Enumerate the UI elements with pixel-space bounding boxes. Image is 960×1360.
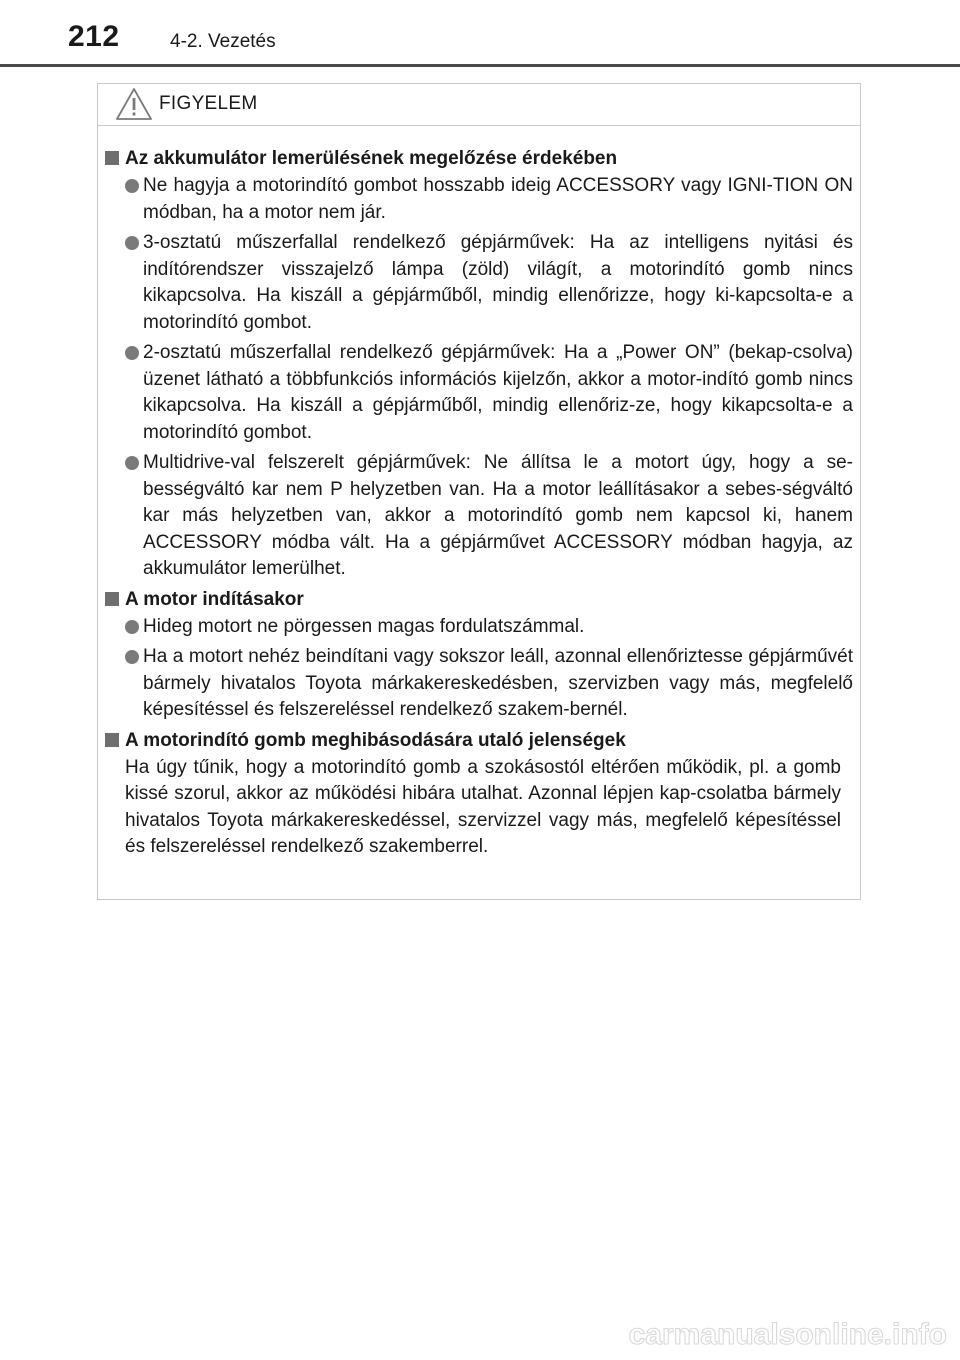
list-item (105, 173, 853, 226)
list-item-text: Multidrive-val felszerelt gépjárművek: Ne állítsa le a motort úgy, hogy a se-bességváltó kar nem P helyzetben van. Ha a motor leállításakor a sebes-ségváltó kar más helyzetben van, akkor a motorindító gomb nem kapcsol ki, hanem ACCESSORY módba vált. Ha a gépjárművet ACCESSORY módban hagyja, az akkumulátor lemerülhet. (143, 452, 853, 579)
square-bullet-icon (105, 592, 119, 606)
warning-triangle-icon (115, 87, 153, 121)
list-item-text: 2-osztatú műszerfallal rendelkező gépjárművek: Ha a „Power ON” (bekap-csolva) üzenet látható a többfunkciós információs kijelzőn, akkor a motor-indító gomb nincs kikapcsolva. Ha kiszáll a gépjárműből, mindig ellenőriz-ze, hogy kikapcsolta-e a motorindító gombot. (143, 342, 853, 443)
square-bullet-icon (105, 733, 119, 747)
list-item-text: Hideg motort ne pörgessen magas fordulatszámmal. (143, 615, 585, 637)
section-heading-text: A motor indításakor (125, 588, 304, 610)
list-item (105, 230, 853, 336)
list-item (105, 450, 853, 583)
list-item-text: Ne hagyja a motorindító gombot hosszabb ideig ACCESSORY vagy IGNI-TION ON módban, ha a motor nem jár. (143, 175, 853, 223)
circle-bullet-icon (125, 620, 139, 634)
section-heading (105, 146, 853, 171)
watermark-text: carmanualsonline.info (628, 1318, 947, 1351)
list-item-text: Ha a motort nehéz beindítani vagy sokszor leáll, azonnal ellenőriztesse gépjárművét bármely hivatalos Toyota márkakereskedésben, szervizben vagy más, megfelelő képesítéssel és felszereléssel rendelkező szakem-bernél. (143, 646, 853, 720)
header-rule (0, 64, 960, 67)
page-header (0, 0, 960, 66)
warning-body (98, 126, 860, 861)
page-number: 212 (68, 20, 120, 53)
warning-label: FIGYELEM (159, 93, 258, 114)
circle-bullet-icon (125, 236, 139, 250)
square-bullet-icon (105, 151, 119, 165)
list-item (105, 614, 853, 641)
section-heading (105, 587, 853, 612)
section-heading (105, 728, 853, 753)
circle-bullet-icon (125, 346, 139, 360)
circle-bullet-icon (125, 650, 139, 664)
section-title: 4-2. Vezetés (170, 31, 276, 52)
circle-bullet-icon (125, 456, 139, 470)
list-item (105, 644, 853, 724)
list-item (105, 340, 853, 446)
section-heading-text: A motorindító gomb meghibásodására utaló jelenségek (125, 729, 626, 751)
warning-header (98, 84, 860, 126)
watermark (622, 1312, 952, 1354)
section-heading-text: Az akkumulátor lemerülésének megelőzése érdekében (125, 148, 618, 169)
paragraph: Ha úgy tűnik, hogy a motorindító gomb a szokásostól eltérően működik, pl. a gomb kissé szorul, akkor az működési hibára utalhat. Azonnal lépjen kap-csolatba bármely hivatalos Toyota márkakereskedéssel, szervizzel vagy más, megfelelő képesítéssel és felszereléssel rendelkező szakemberrel. (125, 756, 841, 857)
list-item-text: 3-osztatú műszerfallal rendelkező gépjárművek: Ha az intelligens nyitási és indítórendszer visszajelző lámpa (zöld) világít, a motorindító gomb nincs kikapcsolva. Ha kiszáll a gépjárműből, mindig ellenőrizze, hogy ki-kapcsolta-e a motorindító gombot. (143, 232, 853, 333)
warning-box (97, 83, 861, 900)
circle-bullet-icon (125, 179, 139, 193)
